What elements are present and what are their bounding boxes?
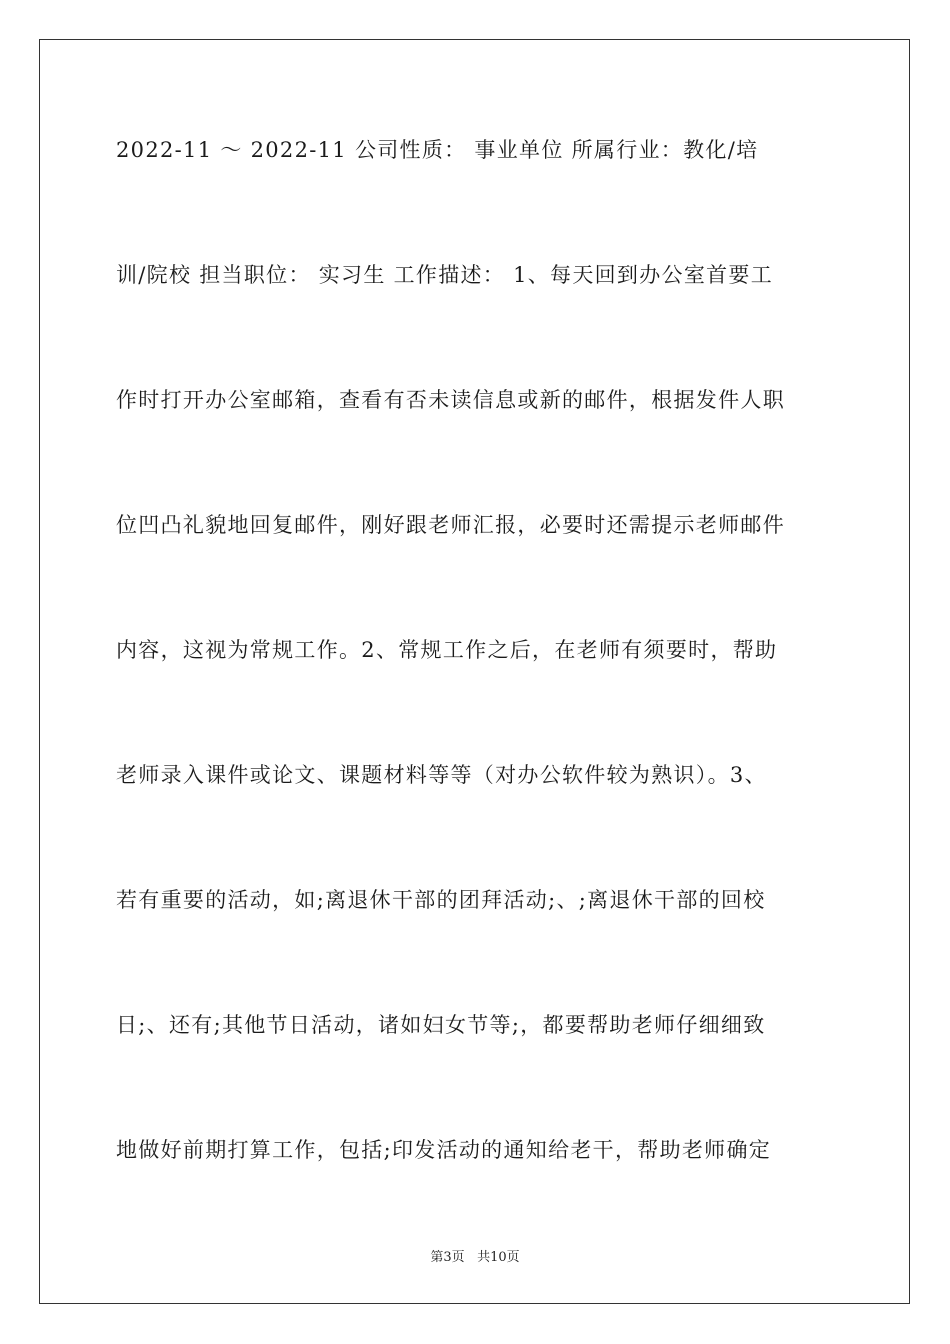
text-line: 位凹凸礼貌地回复邮件，刚好跟老师汇报，必要时还需提示老师邮件 [116,513,785,537]
text-line: 2022-11 ～ 2022-11 公司性质： 事业单位 所属行业：教化/培 [116,138,759,162]
text-line: 若有重要的活动，如;离退休干部的团拜活动;、;离退休干部的回校 [116,888,766,912]
page-number: 第3页 [430,1250,465,1265]
page-footer [0,1246,950,1265]
page-total: 共10页 [477,1250,520,1265]
text-line: 老师录入课件或论文、课题材料等等（对办公软件较为熟识）。3、 [116,763,767,787]
text-line: 地做好前期打算工作，包括;印发活动的通知给老干，帮助老师确定 [116,1138,772,1162]
text-line: 训/院校 担当职位： 实习生 工作描述： 1、每天回到办公室首要工 [116,263,774,287]
text-line: 作时打开办公室邮箱，查看有否未读信息或新的邮件，根据发件人职 [116,388,785,412]
text-line: 日;、还有;其他节日活动，诸如妇女节等;，都要帮助老师仔细细致 [116,1013,766,1037]
text-line: 内容，这视为常规工作。2、常规工作之后，在老师有须要时，帮助 [116,638,778,662]
